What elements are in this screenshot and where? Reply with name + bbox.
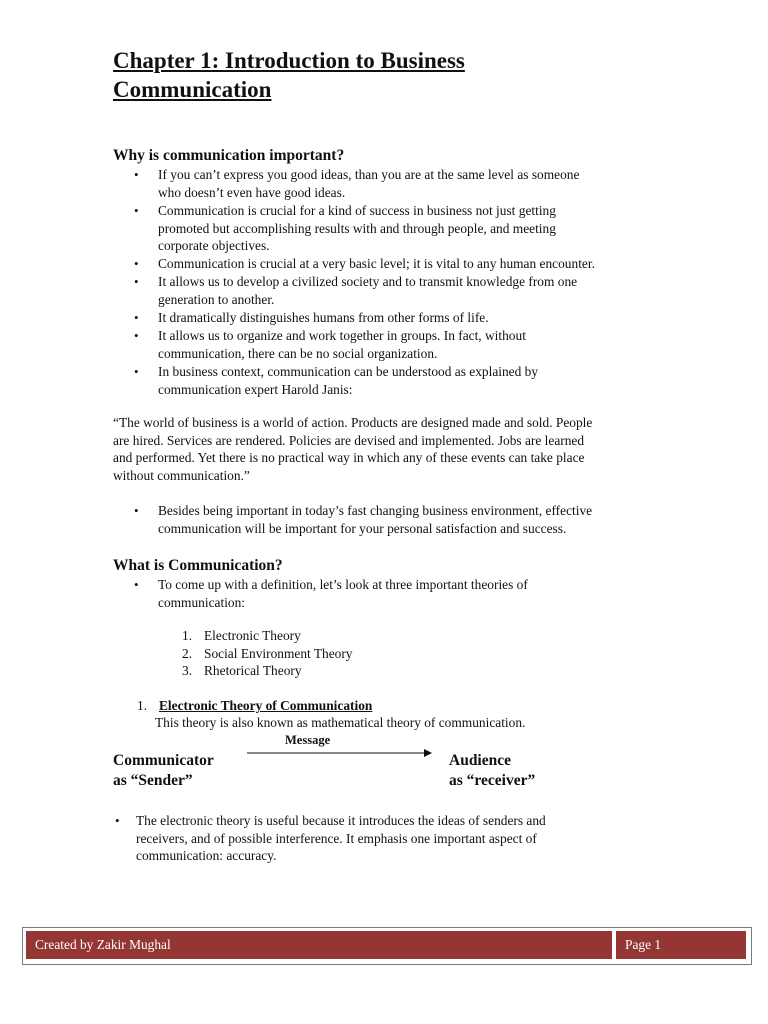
bullet-dot: •	[134, 577, 139, 592]
theory-item: Social Environment Theory	[204, 646, 353, 661]
list-number: 3.	[182, 663, 193, 678]
quote-paragraph: “The world of business is a world of action. Products are designed made and sold. People are hired. Services are rendered. Policies are devised and implemented. Jobs are learned and performed. Yet there is no practical way in which any of these events can take place without communication.”	[113, 415, 593, 483]
list-item: It allows us to organize and work together in groups. In fact, without communication, there can be no social organization.	[158, 328, 526, 361]
section-heading-what: What is Communication?	[113, 557, 283, 574]
list-item: The electronic theory is useful because it introduces the ideas of senders and receivers, and of possible interference. It emphasis one important aspect of communication: accuracy.	[136, 813, 546, 863]
footer-author: Created by Zakir Mughal	[26, 931, 612, 959]
theory-item: Electronic Theory	[204, 628, 301, 643]
subsection-heading: Electronic Theory of Communication	[159, 698, 373, 713]
bullet-dot: •	[134, 503, 139, 518]
receiver-label-1: Audience	[449, 752, 511, 769]
arrow-icon	[246, 747, 432, 759]
bullet-dot: •	[134, 203, 139, 218]
bullet-dot: •	[115, 813, 120, 828]
list-item: Besides being important in today’s fast changing business environment, effective communication will be important for your personal satisfaction and success.	[158, 503, 593, 536]
bullet-dot: •	[134, 364, 139, 379]
subsection-number: 1.	[137, 698, 148, 713]
message-label: Message	[285, 733, 331, 747]
list-number: 2.	[182, 646, 193, 661]
footer-page-number: Page 1	[616, 931, 746, 959]
subsection-text: This theory is also known as mathematical theory of communication.	[155, 715, 526, 730]
list-item: If you can’t express you good ideas, than you are at the same level as someone who doesn’t even have good ideas.	[158, 167, 580, 200]
bullet-dot: •	[134, 310, 139, 325]
bullet-dot: •	[134, 167, 139, 182]
list-item: In business context, communication can be understood as explained by communication expert Harold Janis:	[158, 364, 539, 397]
list-number: 1.	[182, 628, 193, 643]
sender-label-2: as “Sender”	[113, 772, 193, 789]
title-line-1: Chapter 1: Introduction to Business	[113, 48, 465, 73]
page-title	[113, 46, 465, 104]
receiver-label-2: as “receiver”	[449, 772, 536, 789]
title-line-2: Communication	[113, 77, 272, 102]
list-item: It dramatically distinguishes humans from other forms of life.	[158, 310, 489, 325]
list-item: It allows us to develop a civilized society and to transmit knowledge from one generation to another.	[158, 274, 578, 307]
list-item: Communication is crucial at a very basic level; it is vital to any human encounter.	[158, 256, 595, 271]
list-item: Communication is crucial for a kind of success in business not just getting promoted but accomplishing results with and through people, and meeting corporate objectives.	[158, 203, 556, 253]
theory-item: Rhetorical Theory	[204, 663, 302, 678]
list-item: To come up with a definition, let’s look at three important theories of communication:	[158, 577, 528, 610]
bullet-dot: •	[134, 274, 139, 289]
sender-label-1: Communicator	[113, 752, 214, 769]
bullet-dot: •	[134, 256, 139, 271]
section-heading-why: Why is communication important?	[113, 147, 345, 164]
bullet-dot: •	[134, 328, 139, 343]
